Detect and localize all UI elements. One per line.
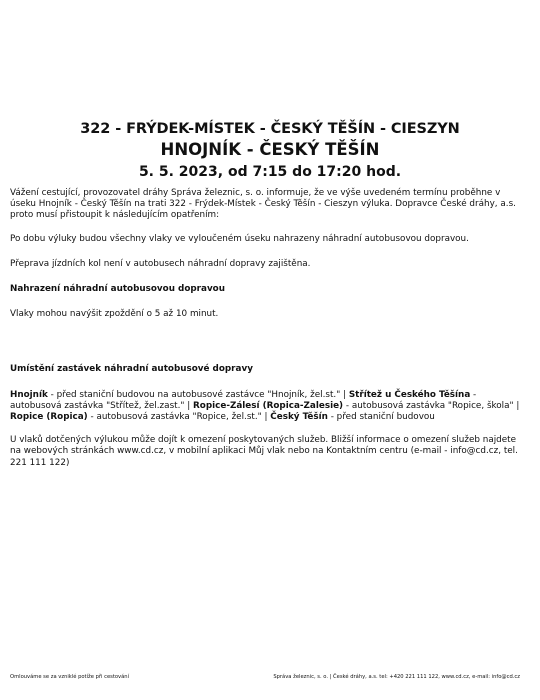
stop-description: - autobusová zastávka "Střítež, žel.zast."	[10, 389, 477, 411]
stop-name: Hnojník	[10, 389, 48, 400]
stop-description: - před staniční budovou na autobusové zastávce "Hnojník, žel.st."	[47, 389, 341, 400]
footer-contact: Správa železnic, s. o. | České dráhy, a.s. tel: +420 221 111 122, www.cd.cz, e-mail: info@cd.cz	[273, 674, 520, 680]
intro-paragraph: Vážení cestující, provozovatel dráhy Správa železnic, s. o. informuje, že ve výše uvedeném termínu proběhne v úseku Hnojník - Český Těšín na trati 322 - Frýdek-Místek - Český Těšín - Cieszyn výluka. Dopravce České dráhy, a.s. proto musí přistoupit k následujícím opatřením:	[10, 188, 516, 221]
stop-name: Český Těšín	[270, 412, 328, 423]
footer-apology: Omlouváme se za vzniklé potíže při cestování	[10, 674, 130, 680]
bikes-paragraph: Přeprava jízdních kol není v autobusech náhradní dopravy zajištěna.	[10, 258, 311, 269]
stop-name: Ropice (Ropica)	[10, 412, 88, 423]
stop-separator: |	[184, 400, 194, 411]
stop-description: - před staniční budovou	[327, 412, 435, 423]
replacement-subheading: Nahrazení náhradní autobusovou dopravou	[10, 284, 225, 295]
stops-paragraph	[10, 390, 525, 424]
replacement-paragraph: Po dobu výluky budou všechny vlaky ve vyloučeném úseku nahrazeny náhradní autobusovou dopravou.	[10, 233, 469, 244]
stop-description: - autobusová zastávka "Ropice, škola"	[343, 400, 514, 411]
stop-name: Střítež u Českého Těšína	[348, 389, 471, 400]
notice-header	[0, 120, 540, 181]
date-range: 5. 5. 2023, od 7:15 do 17:20 hod.	[138, 164, 402, 180]
stop-name: Ropice-Zálesí (Ropica-Zalesie)	[193, 400, 344, 411]
stop-description: - autobusová zastávka "Ropice, žel.st."	[87, 412, 262, 423]
notice-body	[10, 188, 525, 469]
stops-subheading: Umístění zastávek náhradní autobusové dopravy	[10, 364, 253, 375]
info-paragraph: U vlaků dotčených výlukou může dojít k omezení poskytovaných služeb. Bližší informace o omezení služeb najdete na webových stránkách www.cd.cz, v mobilní aplikaci Můj vlak nebo na Kontaktním centru (e-mail - info@cd.cz, tel. 221 111 122)	[10, 435, 518, 468]
delay-paragraph: Vlaky mohou navýšit zpoždění o 5 až 10 minut.	[10, 309, 219, 320]
stop-separator: |	[340, 389, 349, 400]
route-title: 322 - FRÝDEK-MÍSTEK - ČESKÝ TĚŠÍN - CIESZYN	[80, 121, 460, 137]
section-title: HNOJNÍK - ČESKÝ TĚŠÍN	[160, 140, 380, 159]
stop-separator: |	[261, 412, 271, 423]
stop-separator: |	[513, 400, 520, 411]
